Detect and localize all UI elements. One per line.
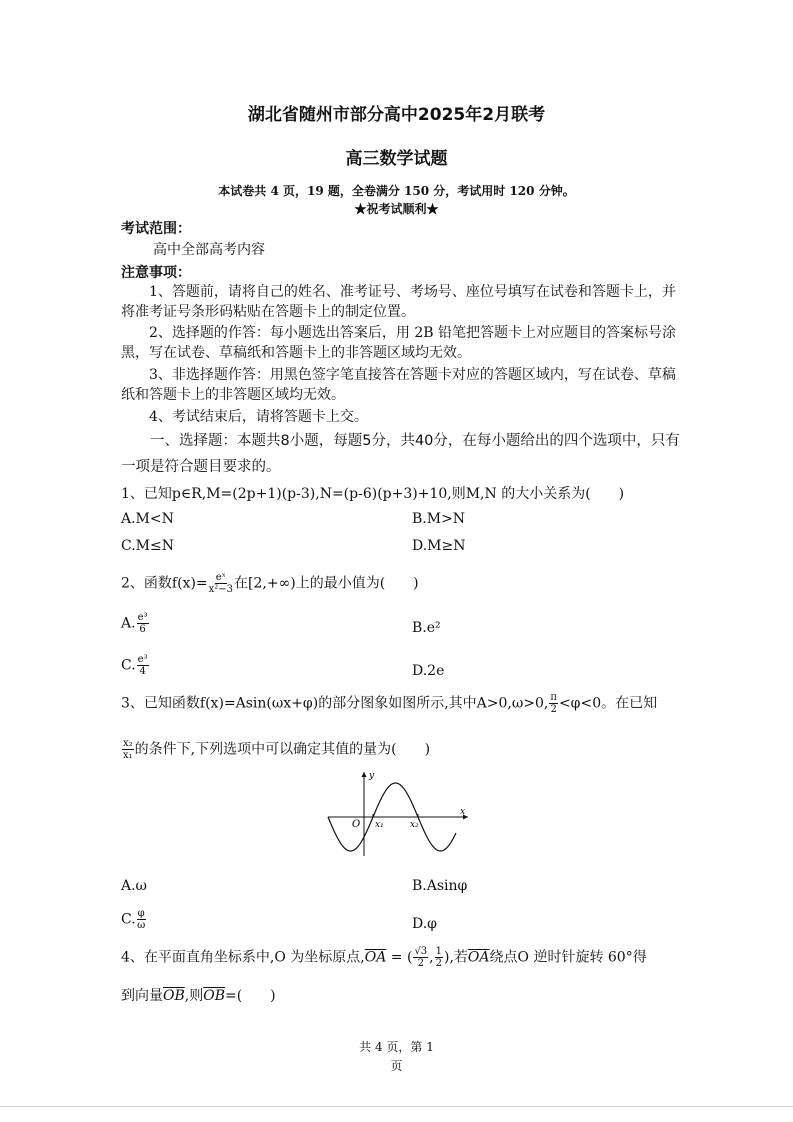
scope-content: 高中全部高考内容 [153, 242, 265, 258]
q3-stem-line2: $\frac{\text{x₂}}{\text{x₁}}$ 的条件下,下列选项中可以确定其值的量为( ) [123, 738, 431, 761]
note-item-1: 1、答题前，请将自己的姓名、准考证号、考场号、座位号填写在试卷和答题卡上，并将准考证号条形码粘贴在答题卡上的制定位置。 [121, 284, 676, 320]
q2-option-c: C. $\frac{\text{e³}}{4}$ [121, 654, 148, 677]
q2-option-a: A. $\frac{\text{e³}}{6}$ [121, 612, 148, 635]
x2-label: x₂ [410, 820, 419, 830]
q3-sine-graph [322, 764, 472, 858]
x-axis-label: x [460, 807, 466, 817]
q1-option-b: B.M>N [412, 511, 466, 527]
exam-wish: ★祝考试顺利★ [354, 202, 439, 216]
q2-option-d: D.2e [412, 663, 445, 679]
x1-label: x₁ [375, 820, 384, 830]
q2-option-b: B.e² [412, 620, 441, 636]
exam-title: 湖北省随州市部分高中2025年2月联考 [247, 105, 546, 125]
q4-stem-line2: 到向量$\overline{OB}$,则$\overline{OB}=$( ) [121, 988, 276, 1004]
y-axis-label: y [369, 771, 375, 781]
note-item-4: 4、考试结束后，请将答题卡上交。 [149, 409, 368, 425]
q3-option-d: D.φ [412, 916, 437, 932]
footer-page-line2: 页 [390, 1059, 403, 1073]
q4-stem-line1: 4、在平面直角坐标系中,O 为坐标原点$,\overline{OA}$ = ( $\frac{√3}{2}$ , $\frac{1}{2}$ ),若$\overline{OA}$绕点O 逆时针旋转 60°得 [121, 946, 647, 969]
q3-option-a: A.ω [121, 878, 147, 894]
footer-page-line1: 共 4 页，第 1 [359, 1040, 434, 1054]
q3-option-b: B.Asinφ [412, 878, 468, 894]
section-heading: 一、选择题：本题共8小题，每题5分，共40分，在每小题给出的四个选项中，只有一项是符合题目要求的。 [121, 433, 680, 475]
q1-stem: 1、已知p∈R,M=(2p+1)(p-3),N=(p-6)(p+3)+10,则M,N 的大小关系为( ) [121, 486, 625, 502]
exam-info: 本试卷共 4 页，19 题，全卷满分 150 分，考试用时 120 分钟。 [218, 184, 575, 198]
q2-stem: 2、函数f(x)= $\frac{\text{eˣ}}{\text{x²−3}}$ 在[2,+∞)上的最小值为( ) [121, 572, 419, 595]
exam-subtitle: 高三数学试题 [345, 149, 448, 169]
q2-fraction: $\frac{\text{eˣ}}{\text{x²−3}}$ [208, 572, 234, 595]
q1-option-d: D.M≥N [412, 538, 466, 554]
q3-option-c: C. $\frac{\varphi}{\omega}$ [121, 908, 146, 931]
q3-stem-line1: 3、已知函数f(x)=Asin(ωx+φ)的部分图象如图所示,其中A>0,ω>0, $\frac{\pi}{2}$ <φ<0。在已知 [121, 692, 658, 715]
q1-option-c: C.M≤N [121, 538, 174, 554]
origin-label: O [352, 819, 361, 830]
bottom-rule [0, 1106, 793, 1107]
note-item-3: 3、非选择题作答：用黑色签字笔直接答在答题卡对应的答题区域内，写在试卷、草稿纸和答题卡上的非答题区域均无效。 [121, 367, 676, 403]
notes-label: 注意事项： [121, 265, 191, 281]
scope-label: 考试范围： [121, 221, 191, 237]
q1-option-a: A.M<N [121, 511, 174, 527]
y-axis-arrow [362, 772, 367, 777]
note-item-2: 2、选择题的作答：每小题选出答案后，用 2B 铅笔把答题卡上对应题目的答案标号涂黑，写在试卷、草稿纸和答题卡上的非答题区域均无效。 [121, 325, 677, 361]
